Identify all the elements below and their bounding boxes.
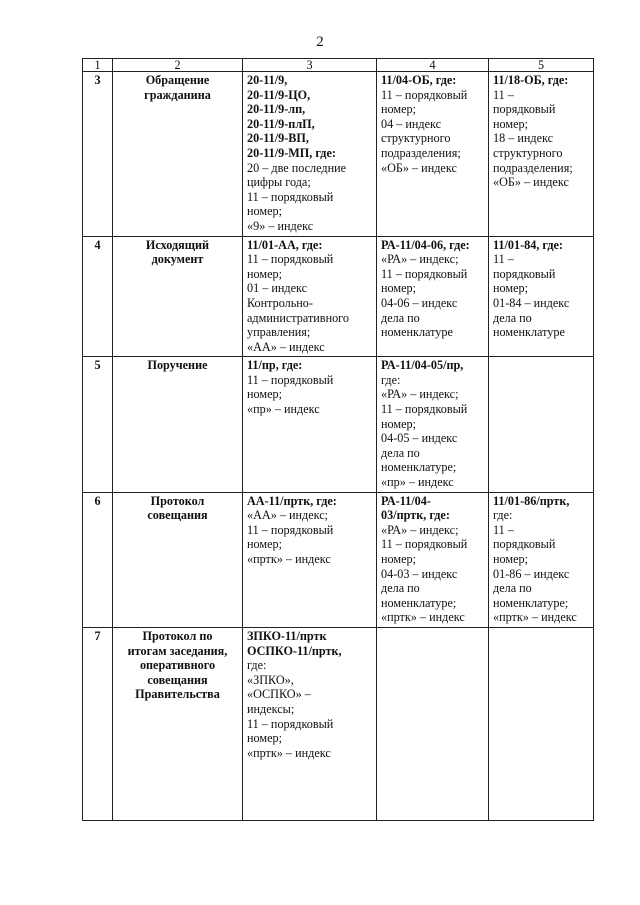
cell-text-line: где:	[493, 508, 513, 523]
cell-text-line: 20 – две последние	[247, 160, 347, 175]
row-number-cell: 6	[83, 492, 113, 627]
header-cell: 3	[243, 59, 377, 72]
cell-text-line: 20-11/9-лп,	[247, 102, 306, 117]
cell-text-line: «ОСПКО» –	[247, 687, 311, 702]
cell-text-line: ОСПКО-11/пртк,	[247, 643, 342, 658]
document-type-cell	[113, 72, 243, 237]
cell-text-line: где:	[247, 658, 267, 673]
cell-text-line: номенклатуре	[381, 325, 453, 340]
index-format-cell-col4	[377, 627, 489, 820]
cell-text-line: дела по	[381, 310, 420, 325]
cell-text-line: «пртк» – индекс	[493, 610, 577, 625]
cell-text-line: 20-11/9,	[247, 73, 288, 87]
cell-text-line: 11/пр, где:	[247, 358, 303, 373]
cell-text-line: номер;	[247, 387, 282, 402]
cell-text-line: дела по	[381, 581, 420, 596]
cell-text-line: 11 – порядковый	[381, 266, 468, 281]
cell-text-line: Контрольно-	[247, 295, 313, 310]
index-format-cell-col4	[377, 72, 489, 237]
cell-text-line: «АА» – индекс;	[247, 508, 329, 523]
document-type-line: Исходящий	[145, 237, 210, 252]
header-cell: 2	[113, 59, 243, 72]
cell-text-line: 11 – порядковый	[381, 87, 468, 102]
cell-text-line: 11/18-ОБ, где:	[493, 73, 569, 87]
cell-text-line: 18 – индекс	[493, 131, 554, 146]
cell-text-line: 20-11/9-МП, где:	[247, 145, 336, 160]
cell-text-line: 11/01-86/пртк,	[493, 493, 570, 508]
cell-text-line: «РА» – индекс;	[381, 252, 459, 267]
table-row	[83, 492, 594, 627]
cell-text-line: дела по	[493, 581, 532, 596]
cell-text-line: 04-06 – индекс	[381, 295, 458, 310]
cell-text-line: «АА» – индекс	[247, 339, 325, 354]
table-row	[83, 72, 594, 237]
cell-text-line: подразделения;	[381, 145, 461, 160]
table-header-row	[83, 59, 594, 72]
cell-text-line: 20-11/9-ЦО,	[247, 87, 311, 102]
cell-text-line: номер;	[247, 537, 282, 552]
cell-text-line: 11 – порядковый	[247, 189, 334, 204]
table-body	[83, 72, 594, 821]
cell-text-line: РА-11/04-06, где:	[381, 237, 470, 252]
cell-text-line: 04 – индекс	[381, 116, 442, 131]
cell-text-line: номенклатуре	[493, 325, 565, 340]
cell-text-line: номенклатуре;	[381, 460, 457, 475]
index-format-cell-col3	[243, 357, 377, 492]
cell-text-line: 04-05 – индекс	[381, 431, 458, 446]
cell-text-line: РА-11/04-05/пр,	[381, 358, 464, 373]
cell-text-line: номер;	[493, 552, 528, 566]
row-number-cell: 7	[83, 627, 113, 820]
cell-text-line: номер;	[247, 731, 282, 746]
cell-text-line: подразделения;	[493, 160, 573, 175]
document-type-line: Протокол по	[142, 628, 213, 643]
cell-text-line: административного	[247, 310, 349, 325]
cell-text-line: «пр» – индекс	[381, 475, 454, 490]
document-type-line: итогам заседания,	[127, 643, 228, 658]
cell-text-line: 11 – порядковый	[247, 372, 334, 387]
index-format-cell-col5	[489, 627, 594, 820]
row-number-cell: 3	[83, 72, 113, 237]
cell-text-line: номер;	[381, 416, 416, 431]
cell-text-line: «пртк» – индекс	[247, 552, 331, 566]
cell-text-line: 11/01-84, где:	[493, 237, 563, 252]
cell-text-line: 01-86 – индекс	[493, 566, 570, 581]
cell-text-line: 20-11/9-ВП,	[247, 131, 309, 146]
cell-text-line: номер;	[493, 116, 528, 131]
cell-text-line: АА-11/пртк, где:	[247, 493, 337, 508]
cell-text-line: структурного	[493, 145, 563, 160]
cell-text-line: 20-11/9-плП,	[247, 116, 315, 131]
cell-text-line: «ЗПКО»,	[247, 672, 294, 687]
cell-text-line: 11 – порядковый	[381, 402, 468, 417]
document-type-line: Поручение	[147, 358, 208, 373]
document-type-line: совещания	[147, 672, 208, 687]
cell-text-line: 01 – индекс	[247, 281, 308, 296]
document-type-cell	[113, 357, 243, 492]
document-type-line: Обращение	[145, 73, 210, 87]
cell-text-line: номенклатуре;	[381, 595, 457, 610]
cell-text-line: 11/01-АА, где:	[247, 237, 323, 252]
cell-text-line: номер;	[381, 281, 416, 296]
cell-text-line: ЗПКО-11/пртк	[247, 628, 327, 643]
cell-text-line: 11 – порядковый	[247, 252, 334, 267]
index-format-cell-col3	[243, 236, 377, 357]
cell-text-line: 11 –	[493, 252, 514, 267]
cell-text-line: «РА» – индекс;	[381, 387, 459, 402]
cell-text-line: номер;	[381, 552, 416, 566]
cell-text-line: «9» – индекс	[247, 218, 314, 233]
cell-text-line: цифры года;	[247, 175, 311, 190]
document-type-cell	[113, 627, 243, 820]
document-type-line: гражданина	[144, 87, 211, 102]
cell-text-line: номенклатуре;	[493, 595, 569, 610]
cell-text-line: структурного	[381, 131, 451, 146]
document-type-line: Протокол	[150, 493, 205, 508]
index-format-cell-col3	[243, 72, 377, 237]
cell-text-line: «пртк» – индекс	[381, 610, 465, 625]
cell-text-line: порядковый	[493, 537, 556, 552]
cell-text-line: где:	[381, 372, 401, 387]
cell-text-line: 11 – порядковый	[381, 537, 468, 552]
index-format-cell-col4	[377, 357, 489, 492]
document-type-cell	[113, 492, 243, 627]
document-table	[82, 58, 594, 821]
cell-text-line: дела по	[493, 310, 532, 325]
cell-text-line: «пртк» – индекс	[247, 745, 331, 760]
cell-text-line: порядковый	[493, 102, 556, 117]
cell-text-line: 01-84 – индекс	[493, 295, 570, 310]
document-type-cell	[113, 236, 243, 357]
cell-text-line: 11/04-ОБ, где:	[381, 73, 457, 87]
index-format-cell-col4	[377, 236, 489, 357]
cell-text-line: «пр» – индекс	[247, 402, 320, 417]
index-format-cell-col3	[243, 492, 377, 627]
table-row	[83, 357, 594, 492]
table-row	[83, 627, 594, 820]
cell-text-line: номер;	[381, 102, 416, 117]
cell-text-line: 11 – порядковый	[247, 522, 334, 537]
index-format-cell-col4	[377, 492, 489, 627]
cell-text-line: дела по	[381, 445, 420, 460]
row-number-cell: 5	[83, 357, 113, 492]
cell-text-line: номер;	[247, 204, 282, 219]
page-number: 2	[316, 34, 324, 50]
document-type-line: оперативного	[139, 658, 216, 673]
cell-text-line: 11 –	[493, 522, 514, 537]
index-format-cell-col5	[489, 236, 594, 357]
cell-text-line: «РА» – индекс;	[381, 522, 459, 537]
cell-text-line: индексы;	[247, 701, 295, 716]
document-type-line: документ	[151, 252, 204, 267]
cell-text-line: 11 –	[493, 87, 514, 102]
cell-text-line: «ОБ» – индекс	[381, 160, 457, 175]
cell-text-line: номер;	[493, 281, 528, 296]
header-cell: 4	[377, 59, 489, 72]
cell-text-line: РА-11/04-	[381, 493, 431, 508]
header-cell: 1	[83, 59, 113, 72]
cell-text-line: 11 – порядковый	[247, 716, 334, 731]
table-row	[83, 236, 594, 357]
index-format-cell-col3	[243, 627, 377, 820]
index-format-cell-col5	[489, 72, 594, 237]
cell-text-line: порядковый	[493, 266, 556, 281]
cell-text-line: «ОБ» – индекс	[493, 175, 569, 190]
cell-text-line: управления;	[247, 325, 311, 340]
cell-text-line: 03/пртк, где:	[381, 508, 450, 523]
cell-text-line: 04-03 – индекс	[381, 566, 458, 581]
document-type-line: совещания	[147, 508, 208, 523]
cell-text-line: номер;	[247, 266, 282, 281]
header-cell: 5	[489, 59, 594, 72]
document-type-line: Правительства	[135, 687, 220, 702]
row-number-cell: 4	[83, 236, 113, 357]
index-format-cell-col5	[489, 357, 594, 492]
index-format-cell-col5	[489, 492, 594, 627]
